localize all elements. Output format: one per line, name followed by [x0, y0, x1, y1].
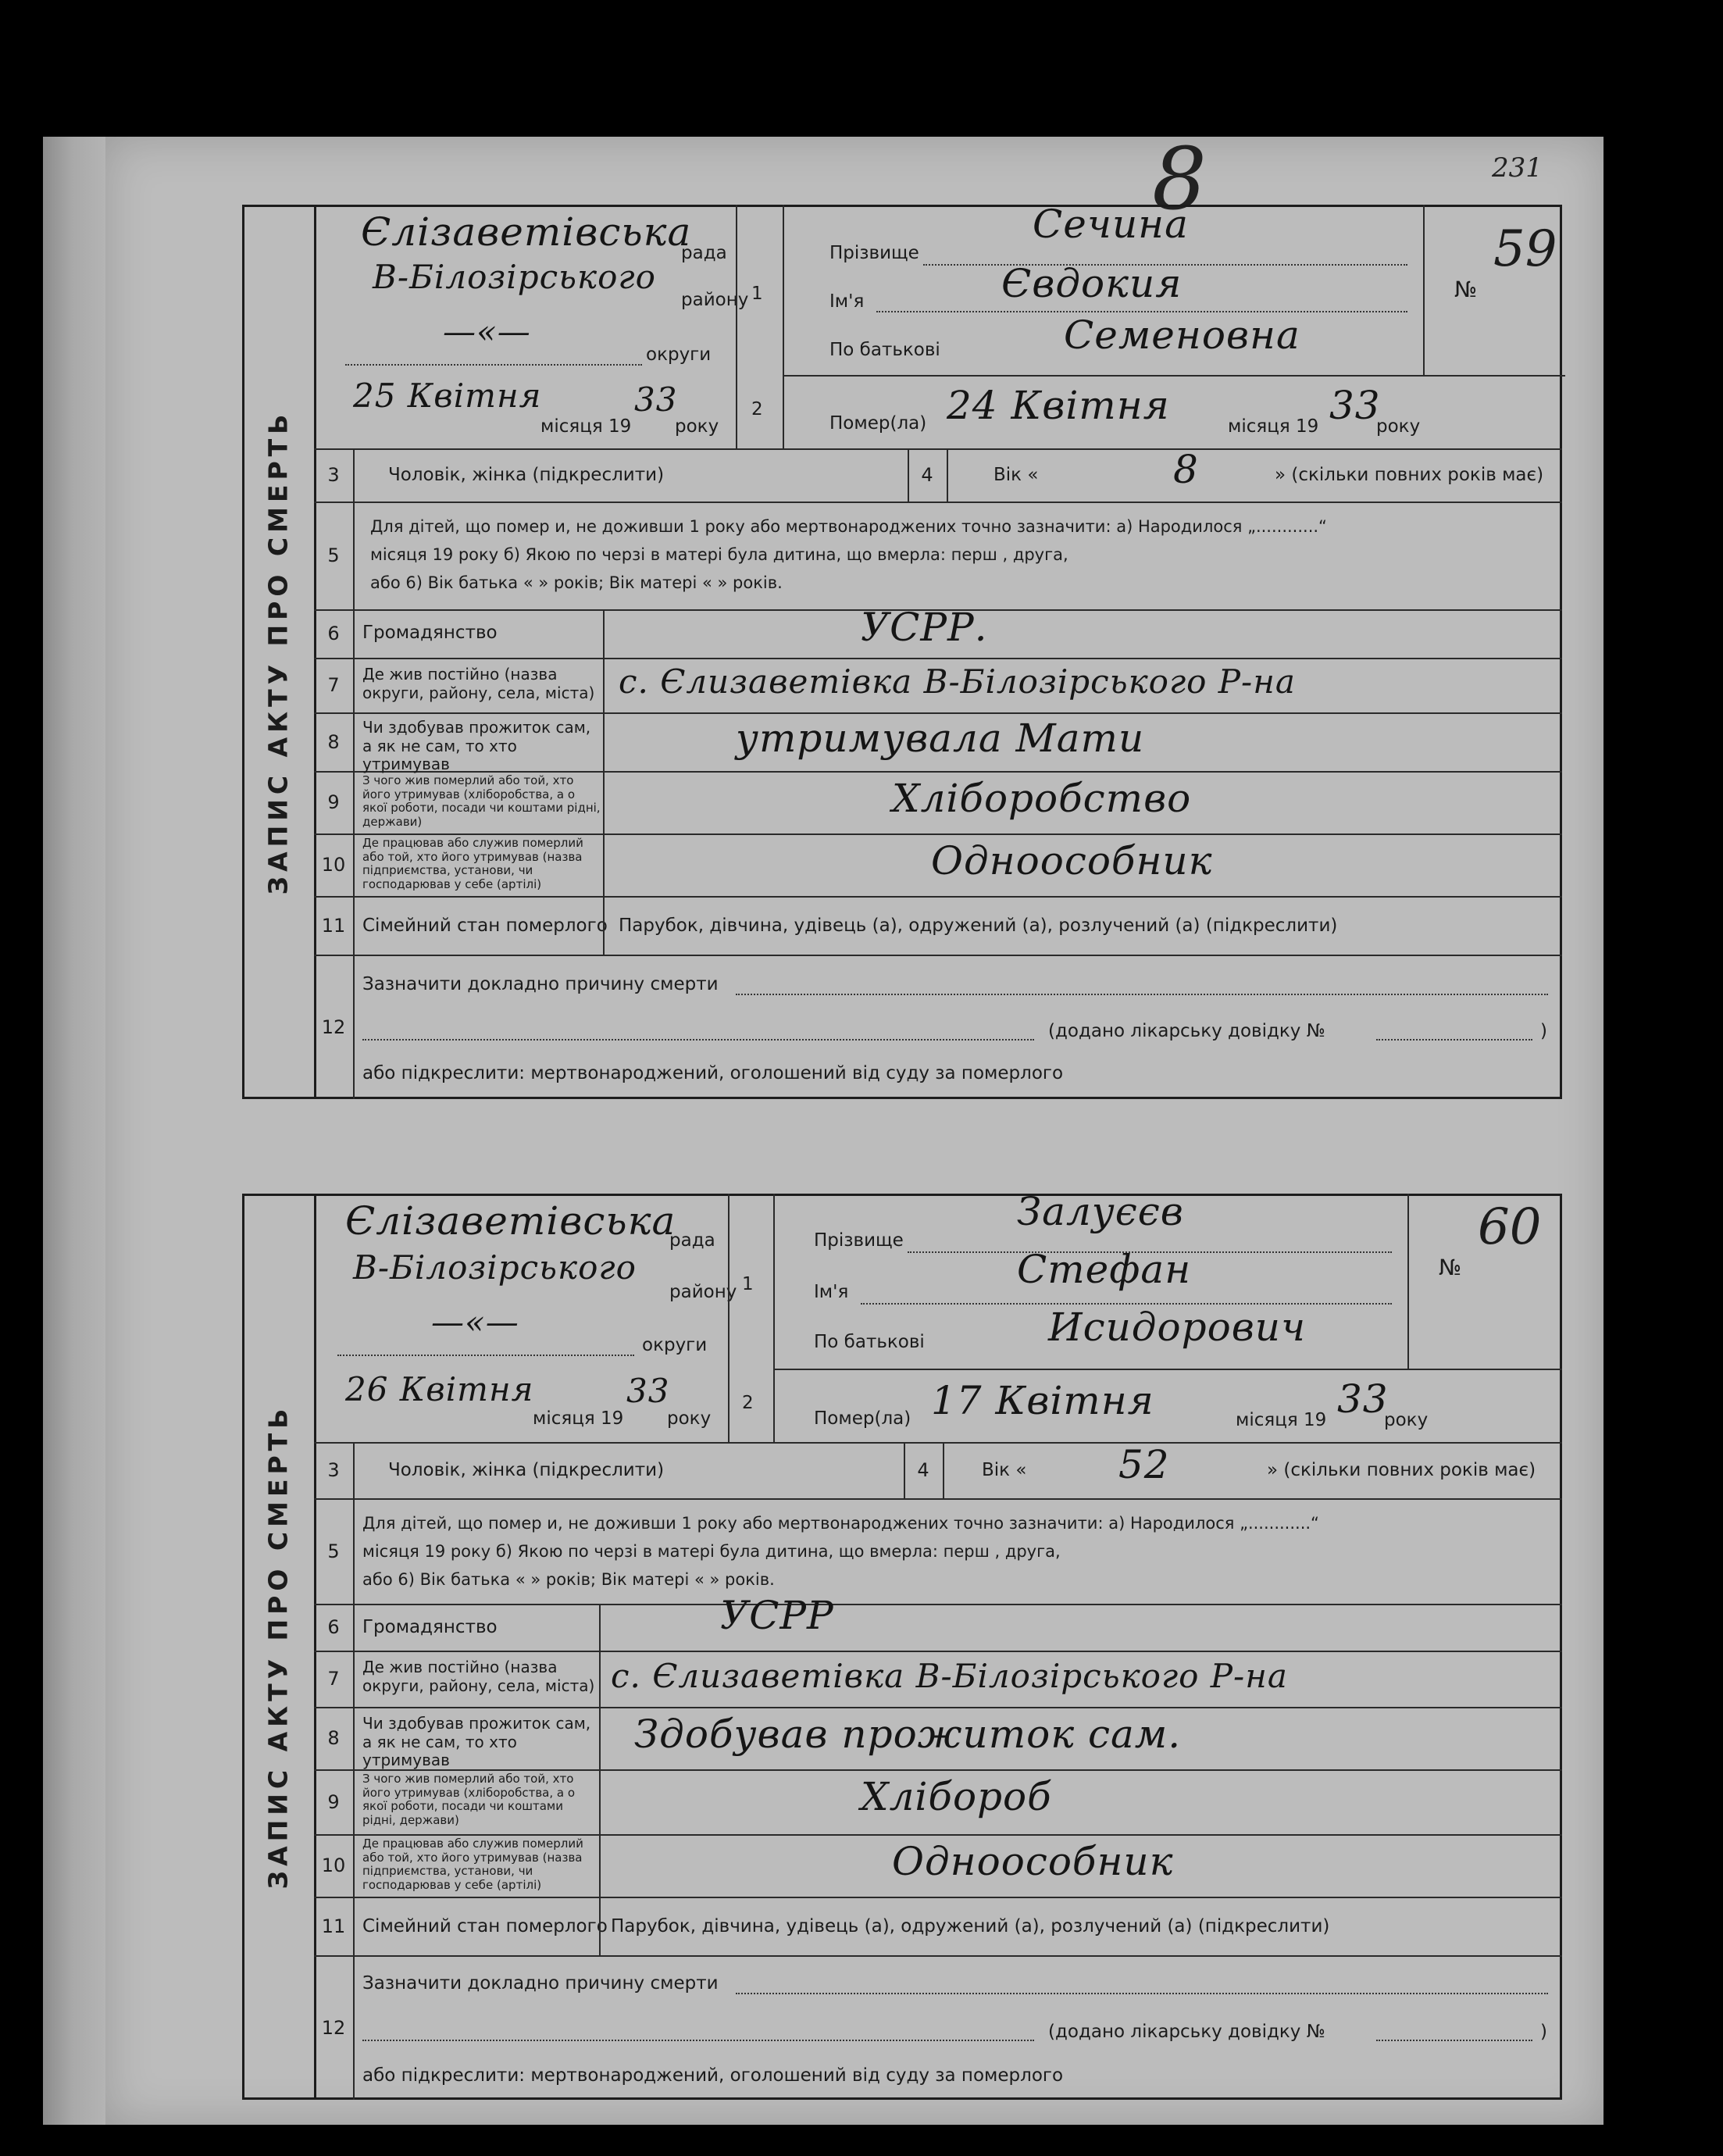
support-value: Здобував прожиток сам. — [634, 1712, 1182, 1757]
raion-label: району — [681, 290, 749, 310]
row-livelihood: 9 З чого жив померлий або той, хто його утримував (хліборобства, а о якої роботи, посади чи коштами рідні, держави) Хліборобство — [314, 771, 1562, 835]
raion-value: В-Білозірського — [353, 1248, 637, 1287]
died-label: Помер(ла) — [829, 413, 927, 434]
support-label: Чи здобував прожиток сам, а як не сам, то хто утримував — [362, 718, 591, 774]
support-value: утримувала Мати — [736, 716, 1145, 761]
record-header: Єлізаветівська рада В-Білозірського району —«— округи 26 Квітня місяця 19 33 року 1 2 Прізвище Залуєєв Ім'я Стефан По батькові Исидорович № 60 Помер(ла) 17 Квітня місяця 19 33 року — [314, 1194, 1562, 1444]
citizenship-value: УСРР. — [861, 605, 988, 650]
rada-value: Єлізаветівська — [361, 209, 692, 255]
okruha-value: —«— — [443, 312, 531, 351]
row-residence: 7 Де жив постійно (назва округи, району, села, міста) с. Єлизаветівка В-Білозірського Р-на — [314, 1651, 1562, 1708]
workplace-value: Одноособник — [892, 1839, 1174, 1884]
sex-label: Чоловік, жінка (підкреслити) — [388, 1460, 665, 1480]
okruha-label: округи — [646, 344, 712, 365]
record-number-label: № — [1454, 277, 1478, 302]
patronymic-value: Исидорович — [1048, 1305, 1307, 1350]
death-record-2 — [242, 1189, 1562, 2100]
age-prefix-label: Вік « — [982, 1460, 1027, 1480]
residence-label: Де жив постійно (назва округи, району, села, міста) — [362, 1658, 595, 1695]
death-year-label: року — [1384, 1410, 1429, 1430]
workplace-label: Де працював або служив померлий або той, хто його утримував (назва підприємства, установи, чи господарював у себе (артілі) — [362, 836, 583, 892]
raion-label: району — [669, 1282, 737, 1302]
registration-year: 33 — [626, 1372, 670, 1410]
patronymic-label: По батькові — [814, 1332, 925, 1352]
name-value: Євдокия — [1001, 261, 1183, 306]
row-cause: 12 Зазначити докладно причину смерти (додано лікарську довідку № ) або підкреслити: мертвонароджений, оголошений від суду за померлого — [314, 955, 1562, 1099]
marital-options: Парубок, дівчина, удівець (а), одружений (а), розлучений (а) (підкреслити) — [611, 1916, 1330, 1936]
record-side-title: ЗАПИС АКТУ ПРО СМЕРТЬ — [242, 1194, 316, 2100]
row-citizenship: 6 Громадянство УСРР — [314, 1604, 1562, 1652]
row-children: 5 Для дітей, що помер и, не доживши 1 року або мертвонароджених точно зазначити: а) Народилося „............“ місяця 19 року б) Якою по черзі в матері була дитина, що вмерла: перш , друга, або 6) Вік батька « » років; Вік матері « » років. — [314, 1498, 1562, 1605]
row-marital: 11 Сімейний стан померлого Парубок, дівчина, удівець (а), одружений (а), розлучений (а) (підкреслити) — [314, 896, 1562, 956]
workplace-label: Де працював або служив померлий або той, хто його утримував (назва підприємства, установи, чи господарював у себе (артілі) — [362, 1837, 583, 1893]
reg-month-year-label: місяця 19 — [533, 1408, 624, 1429]
citizenship-label: Громадянство — [362, 623, 498, 643]
citizenship-label: Громадянство — [362, 1617, 498, 1637]
name-label: Ім'я — [829, 291, 865, 312]
row-cause: 12 Зазначити докладно причину смерти (додано лікарську довідку № ) або підкреслити: мертвонароджений, оголошений від суду за померлого — [314, 1955, 1562, 2100]
age-suffix-label: » (скільки повних років має) — [1267, 1460, 1536, 1480]
children-line-3: або 6) Вік батька « » років; Вік матері « » років. — [362, 1570, 775, 1589]
marital-label: Сімейний стан померлого — [362, 1916, 608, 1936]
patronymic-label: По батькові — [829, 340, 940, 360]
citizenship-value: УСРР — [720, 1593, 834, 1638]
record-number: 60 — [1478, 1198, 1542, 1256]
workplace-value: Одноособник — [931, 838, 1213, 883]
registration-date: 25 Квітня — [353, 377, 542, 415]
rada-value: Єлізаветівська — [345, 1198, 676, 1244]
rada-label: рада — [669, 1230, 715, 1251]
cause-line-2: (додано лікарську довідку № — [1048, 2022, 1325, 2042]
death-date: 17 Квітня — [931, 1378, 1154, 1423]
death-month-year-label: місяця 19 — [1236, 1410, 1327, 1430]
registration-date: 26 Квітня — [345, 1370, 534, 1408]
row-livelihood: 9 З чого жив померлий або той, хто його утримував (хліборобства, а о якої роботи, посади чи коштами рідні, держави) Хлібороб — [314, 1769, 1562, 1836]
livelihood-label: З чого жив померлий або той, хто його утримував (хліборобства, а о якої роботи, посади чи коштами рідні, держави) — [362, 773, 601, 830]
children-line-2: місяця 19 року б) Якою по черзі в матері була дитина, що вмерла: перш , друга, — [362, 1542, 1061, 1561]
row-citizenship: 6 Громадянство УСРР. — [314, 609, 1562, 659]
sex-label: Чоловік, жінка (підкреслити) — [388, 465, 665, 485]
children-line-2: місяця 19 року б) Якою по черзі в матері була дитина, що вмерла: перш , друга, — [370, 545, 1068, 564]
age-value: 52 — [1118, 1442, 1170, 1487]
reg-year-label: року — [675, 416, 719, 437]
name-label: Ім'я — [814, 1282, 849, 1302]
row-sex-age: 3 Чоловік, жінка (підкреслити) 4 Вік « 52 » (скільки повних років має) — [314, 1442, 1562, 1500]
surname-label: Прізвище — [814, 1230, 904, 1251]
children-line-1: Для дітей, що помер и, не доживши 1 року або мертвонароджених точно зазначити: а) Народилося „............“ — [362, 1514, 1319, 1533]
children-line-3: або 6) Вік батька « » років; Вік матері « » років. — [370, 573, 783, 592]
died-label: Помер(ла) — [814, 1408, 911, 1429]
marital-label: Сімейний стан померлого — [362, 916, 608, 936]
page-number: 231 — [1492, 152, 1543, 184]
row-workplace: 10 Де працював або служив померлий або той, хто його утримував (назва підприємства, установи, чи господарював у себе (артілі) Одноособник — [314, 1834, 1562, 1898]
livelihood-value: Хлібороб — [861, 1774, 1052, 1819]
livelihood-value: Хліборобство — [892, 776, 1192, 821]
row-support: 8 Чи здобував прожиток сам, а як не сам, то хто утримував утримувала Мати — [314, 712, 1562, 773]
reg-month-year-label: місяця 19 — [540, 416, 632, 437]
surname-label: Прізвище — [829, 243, 919, 263]
livelihood-label: З чого жив померлий або той, хто його утримував (хліборобства, а о якої роботи, посади чи коштами рідні, держави) — [362, 1772, 576, 1828]
record-number: 59 — [1493, 220, 1557, 278]
record-side-title: ЗАПИС АКТУ ПРО СМЕРТЬ — [242, 205, 316, 1099]
cause-label: Зазначити докладно причину смерти — [362, 974, 719, 994]
raion-value: В-Білозірського — [373, 258, 656, 296]
residence-value: с. Єлизаветівка В-Білозірського Р-на — [611, 1657, 1288, 1695]
cause-line-3: або підкреслити: мертвонароджений, оголошений від суду за померлого — [362, 2065, 1064, 2086]
residence-value: с. Єлизаветівка В-Білозірського Р-на — [619, 662, 1296, 701]
marital-options: Парубок, дівчина, удівець (а), одружений (а), розлучений (а) (підкреслити) — [619, 916, 1338, 936]
okruha-label: округи — [642, 1335, 708, 1355]
row-sex-age: 3 Чоловік, жінка (підкреслити) 4 Вік « 8 » (скільки повних років має) — [314, 448, 1562, 503]
children-line-1: Для дітей, що помер и, не доживши 1 року або мертвонароджених точно зазначити: а) Народилося „............“ — [370, 517, 1327, 536]
residence-label: Де жив постійно (назва округи, району, села, міста) — [362, 665, 595, 702]
name-value: Стефан — [1017, 1247, 1192, 1292]
death-record-1 — [242, 202, 1562, 1099]
age-value: 8 — [1173, 447, 1199, 492]
death-year: 33 — [1329, 383, 1381, 428]
death-date: 24 Квітня — [947, 383, 1170, 428]
death-year: 33 — [1337, 1376, 1389, 1422]
top-handwritten-mark: 8 — [1152, 129, 1207, 229]
okruha-value: —«— — [431, 1303, 519, 1341]
reg-year-label: року — [667, 1408, 712, 1429]
row-residence: 7 Де жив постійно (назва округи, району, села, міста) с. Єлизаветівка В-Білозірського Р-на — [314, 658, 1562, 714]
support-label: Чи здобував прожиток сам, а як не сам, то хто утримував — [362, 1714, 591, 1770]
cause-line-3: або підкреслити: мертвонароджений, оголошений від суду за померлого — [362, 1063, 1064, 1083]
row-workplace: 10 Де працював або служив померлий або той, хто його утримував (назва підприємства, установи, чи господарював у себе (артілі) Одноособник — [314, 833, 1562, 898]
row-children: 5 Для дітей, що помер и, не доживши 1 року або мертвонароджених точно зазначити: а) Народилося „............“ місяця 19 року б) Якою по черзі в матері була дитина, що вмерла: перш , друга, або 6) Вік батька « » років; Вік матері « » років. — [314, 502, 1562, 611]
patronymic-value: Семеновна — [1064, 312, 1300, 358]
surname-value: Залуєєв — [1017, 1189, 1184, 1234]
death-month-year-label: місяця 19 — [1228, 416, 1319, 437]
row-marital: 11 Сімейний стан померлого Парубок, дівчина, удівець (а), одружений (а), розлучений (а) (підкреслити) — [314, 1897, 1562, 1957]
age-prefix-label: Вік « — [993, 465, 1039, 485]
registration-year: 33 — [634, 380, 678, 419]
surname-value: Сечина — [1033, 202, 1189, 247]
death-year-label: року — [1376, 416, 1421, 437]
record-header: Єлізаветівська рада В-Білозірського району —«— округи 25 Квітня місяця 19 33 року 1 2 Прізвище Сечина Ім'я Євдокия По батькові Семеновна № 59 Помер(ла) 24 Квітня місяця 19 33 року — [314, 205, 1562, 450]
cause-label: Зазначити докладно причину смерти — [362, 1973, 719, 1994]
row-support: 8 Чи здобував прожиток сам, а як не сам, то хто утримував Здобував прожиток сам. — [314, 1707, 1562, 1771]
age-suffix-label: » (скільки повних років має) — [1275, 465, 1544, 485]
record-number-label: № — [1439, 1255, 1462, 1280]
rada-label: рада — [681, 243, 727, 263]
cause-line-2: (додано лікарську довідку № — [1048, 1021, 1325, 1041]
